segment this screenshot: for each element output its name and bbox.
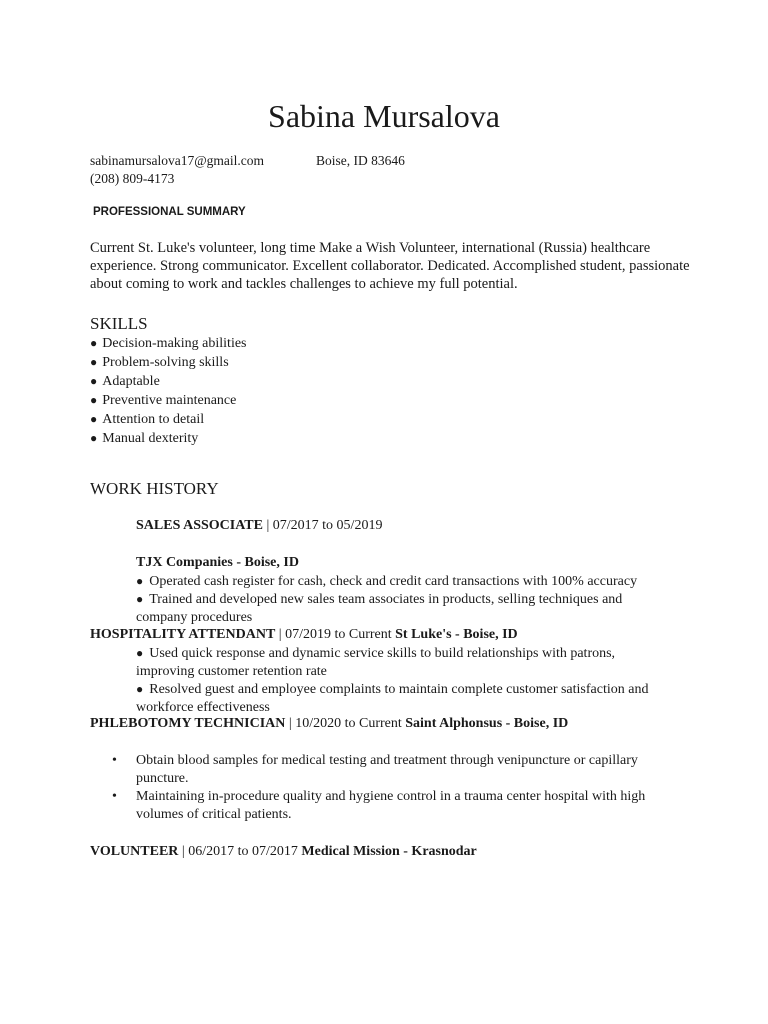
job-header (90, 843, 477, 861)
location: Boise, ID 83646 (316, 153, 405, 168)
phone-number: (208) 809-4173 (90, 171, 175, 186)
summary-text: Current St. Luke's volunteer, long time Make a Wish Volunteer, international (Russia) healthcare experience. Strong communicator. Excellent collaborator. Dedicated. Accomplished student, passionate about coming to work and tackles challenges to achieve my full potential. (90, 240, 690, 292)
bullet-icon: ● (136, 682, 144, 696)
job-title: VOLUNTEER (90, 844, 179, 859)
job-dates: 07/2019 to Current (285, 627, 392, 642)
skill-item: ● Problem-solving skills (90, 353, 247, 372)
job-title: PHLEBOTOMY TECHNICIAN (90, 716, 286, 731)
separator: | (275, 627, 286, 642)
employer-name: St Luke's - Boise, ID (395, 627, 518, 642)
skill-item: ● Preventive maintenance (90, 391, 247, 410)
bullet-icon: ● (136, 574, 144, 588)
job-title: SALES ASSOCIATE (136, 518, 263, 533)
job-bullet-list (110, 752, 670, 824)
job-bullet: • Maintaining in-procedure quality and hygiene control in a trauma center hospital with high volumes of critical patients. (110, 788, 670, 824)
job-bullet (136, 590, 676, 627)
skill-item: ● Decision-making abilities (90, 334, 247, 353)
employer-name: TJX Companies - Boise, ID (136, 555, 299, 570)
job-bullet: • Obtain blood samples for medical testing and treatment through venipuncture or capillary puncture. (110, 752, 670, 788)
job-header (136, 517, 382, 535)
summary-heading: PROFESSIONAL SUMMARY (93, 206, 246, 218)
job-header (90, 715, 568, 733)
skills-list (90, 334, 247, 448)
job-dates: 10/2020 to Current (295, 716, 402, 731)
job-bullet (136, 680, 676, 717)
bullet-text: Used quick response and dynamic service skills to build relationships with patrons, improving customer retention rate (136, 646, 616, 679)
skills-heading: SKILLS (90, 314, 148, 333)
job-employer (136, 554, 299, 572)
bullet-text: Resolved guest and employee complaints to maintain complete customer satisfaction and workforce effectiveness (136, 682, 649, 715)
job-dates: 07/2017 to 05/2019 (272, 518, 383, 533)
job-bullet (136, 644, 666, 681)
candidate-name: Sabina Mursalova (268, 98, 500, 134)
separator: | (262, 518, 273, 533)
separator: | (285, 716, 296, 731)
job-bullet (136, 572, 696, 591)
bullet-icon: ● (136, 646, 144, 660)
email-address: sabinamursalova17@gmail.com (90, 153, 265, 168)
skill-item: ● Adaptable (90, 372, 247, 391)
bullet-text: Trained and developed new sales team associates in products, selling techniques and company procedures (136, 592, 623, 625)
job-header (90, 626, 518, 644)
bullet-icon: ● (136, 592, 144, 606)
job-title: HOSPITALITY ATTENDANT (90, 627, 276, 642)
bullet-text: Operated cash register for cash, check and credit card transactions with 100% accuracy (149, 574, 638, 589)
separator: | (178, 844, 189, 859)
skill-item: ● Manual dexterity (90, 429, 247, 448)
skill-item: ● Attention to detail (90, 410, 247, 429)
employer-name: Medical Mission - Krasnodar (301, 844, 477, 859)
work-history-heading: WORK HISTORY (90, 479, 219, 498)
job-dates: 06/2017 to 07/2017 (188, 844, 298, 859)
employer-name: Saint Alphonsus - Boise, ID (405, 716, 569, 731)
